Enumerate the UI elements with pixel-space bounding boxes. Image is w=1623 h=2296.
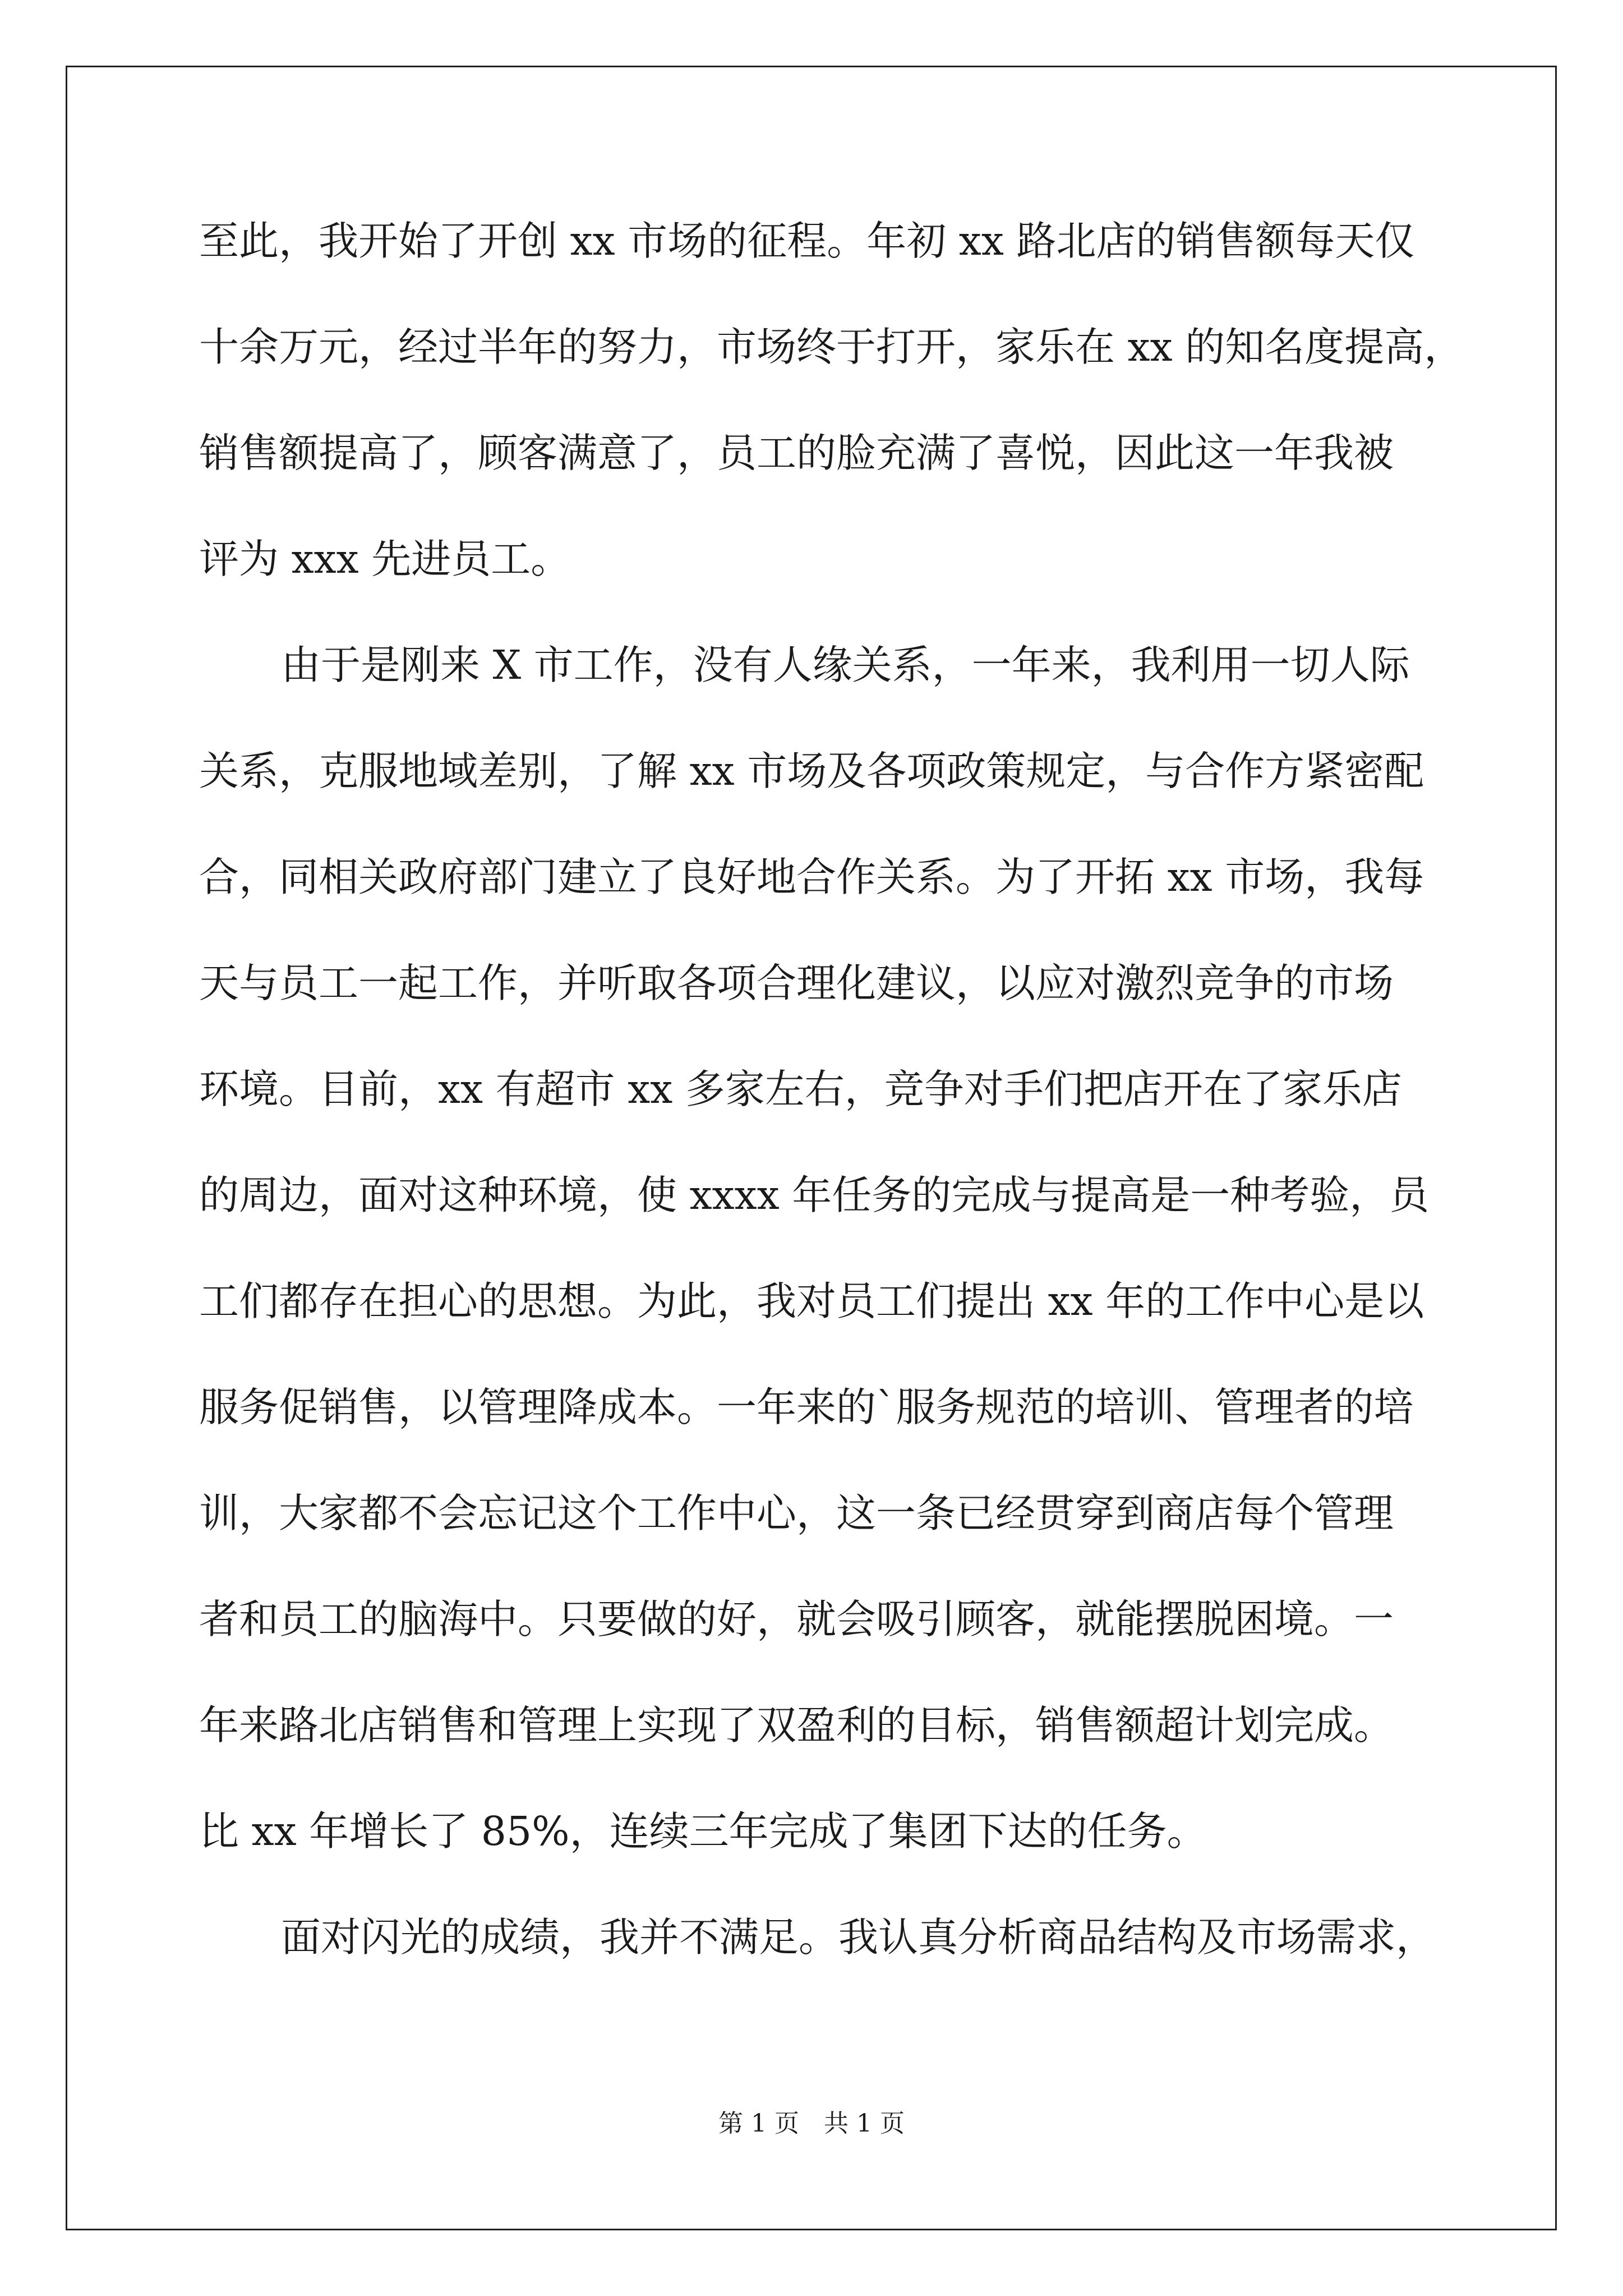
text-line: 训，大家都不会忘记这个工作中心，这一条已经贯穿到商店每个管理 <box>199 1490 1394 1536</box>
text-line: 十余万元，经过半年的努力，市场终于打开，家乐在 xx 的知名度提高， <box>199 324 1464 370</box>
text-line: 销售额提高了，顾客满意了，员工的脸充满了喜悦，因此这一年我被 <box>199 430 1394 476</box>
page-border <box>66 66 1557 2230</box>
text-line: 环境。目前，xx 有超市 xx 多家左右，竞争对手们把店开在了家乐店 <box>199 1066 1402 1112</box>
text-line: 至此，我开始了开创 xx 市场的征程。年初 xx 路北店的销售额每天仅 <box>199 218 1415 264</box>
text-line: 比 xx 年增长了 85%，连续三年完成了集团下达的任务。 <box>199 1808 1207 1855</box>
text-line: 者和员工的脑海中。只要做的好，就会吸引顾客，就能摆脱困境。一 <box>199 1596 1394 1642</box>
text-line: 年来路北店销售和管理上实现了双盈利的目标，销售额超计划完成。 <box>199 1702 1394 1749</box>
text-line: 合，同相关政府部门建立了良好地合作关系。为了开拓 xx 市场，我每 <box>199 854 1424 900</box>
text-line: 由于是刚来 X 市工作，没有人缘关系，一年来，我利用一切人际 <box>281 642 1410 688</box>
text-line: 关系，克服地域差别，了解 xx 市场及各项政策规定，与合作方紧密配 <box>199 748 1424 794</box>
page-footer: 第 1 页 共 1 页 <box>718 2109 905 2138</box>
text-line: 评为 xxx 先进员工。 <box>199 536 571 582</box>
text-line: 工们都存在担心的思想。为此，我对员工们提出 xx 年的工作中心是以 <box>199 1278 1424 1324</box>
text-line: 天与员工一起工作，并听取各项合理化建议，以应对激烈竞争的市场 <box>199 960 1394 1006</box>
text-line: 面对闪光的成绩，我并不满足。我认真分析商品结构及市场需求， <box>281 1914 1436 1961</box>
text-line: 的周边，面对这种环境，使 xxxx 年任务的完成与提高是一种考验，员 <box>199 1172 1430 1218</box>
text-line: 服务促销售，以管理降成本。一年来的`服务规范的培训、管理者的培 <box>199 1384 1414 1430</box>
